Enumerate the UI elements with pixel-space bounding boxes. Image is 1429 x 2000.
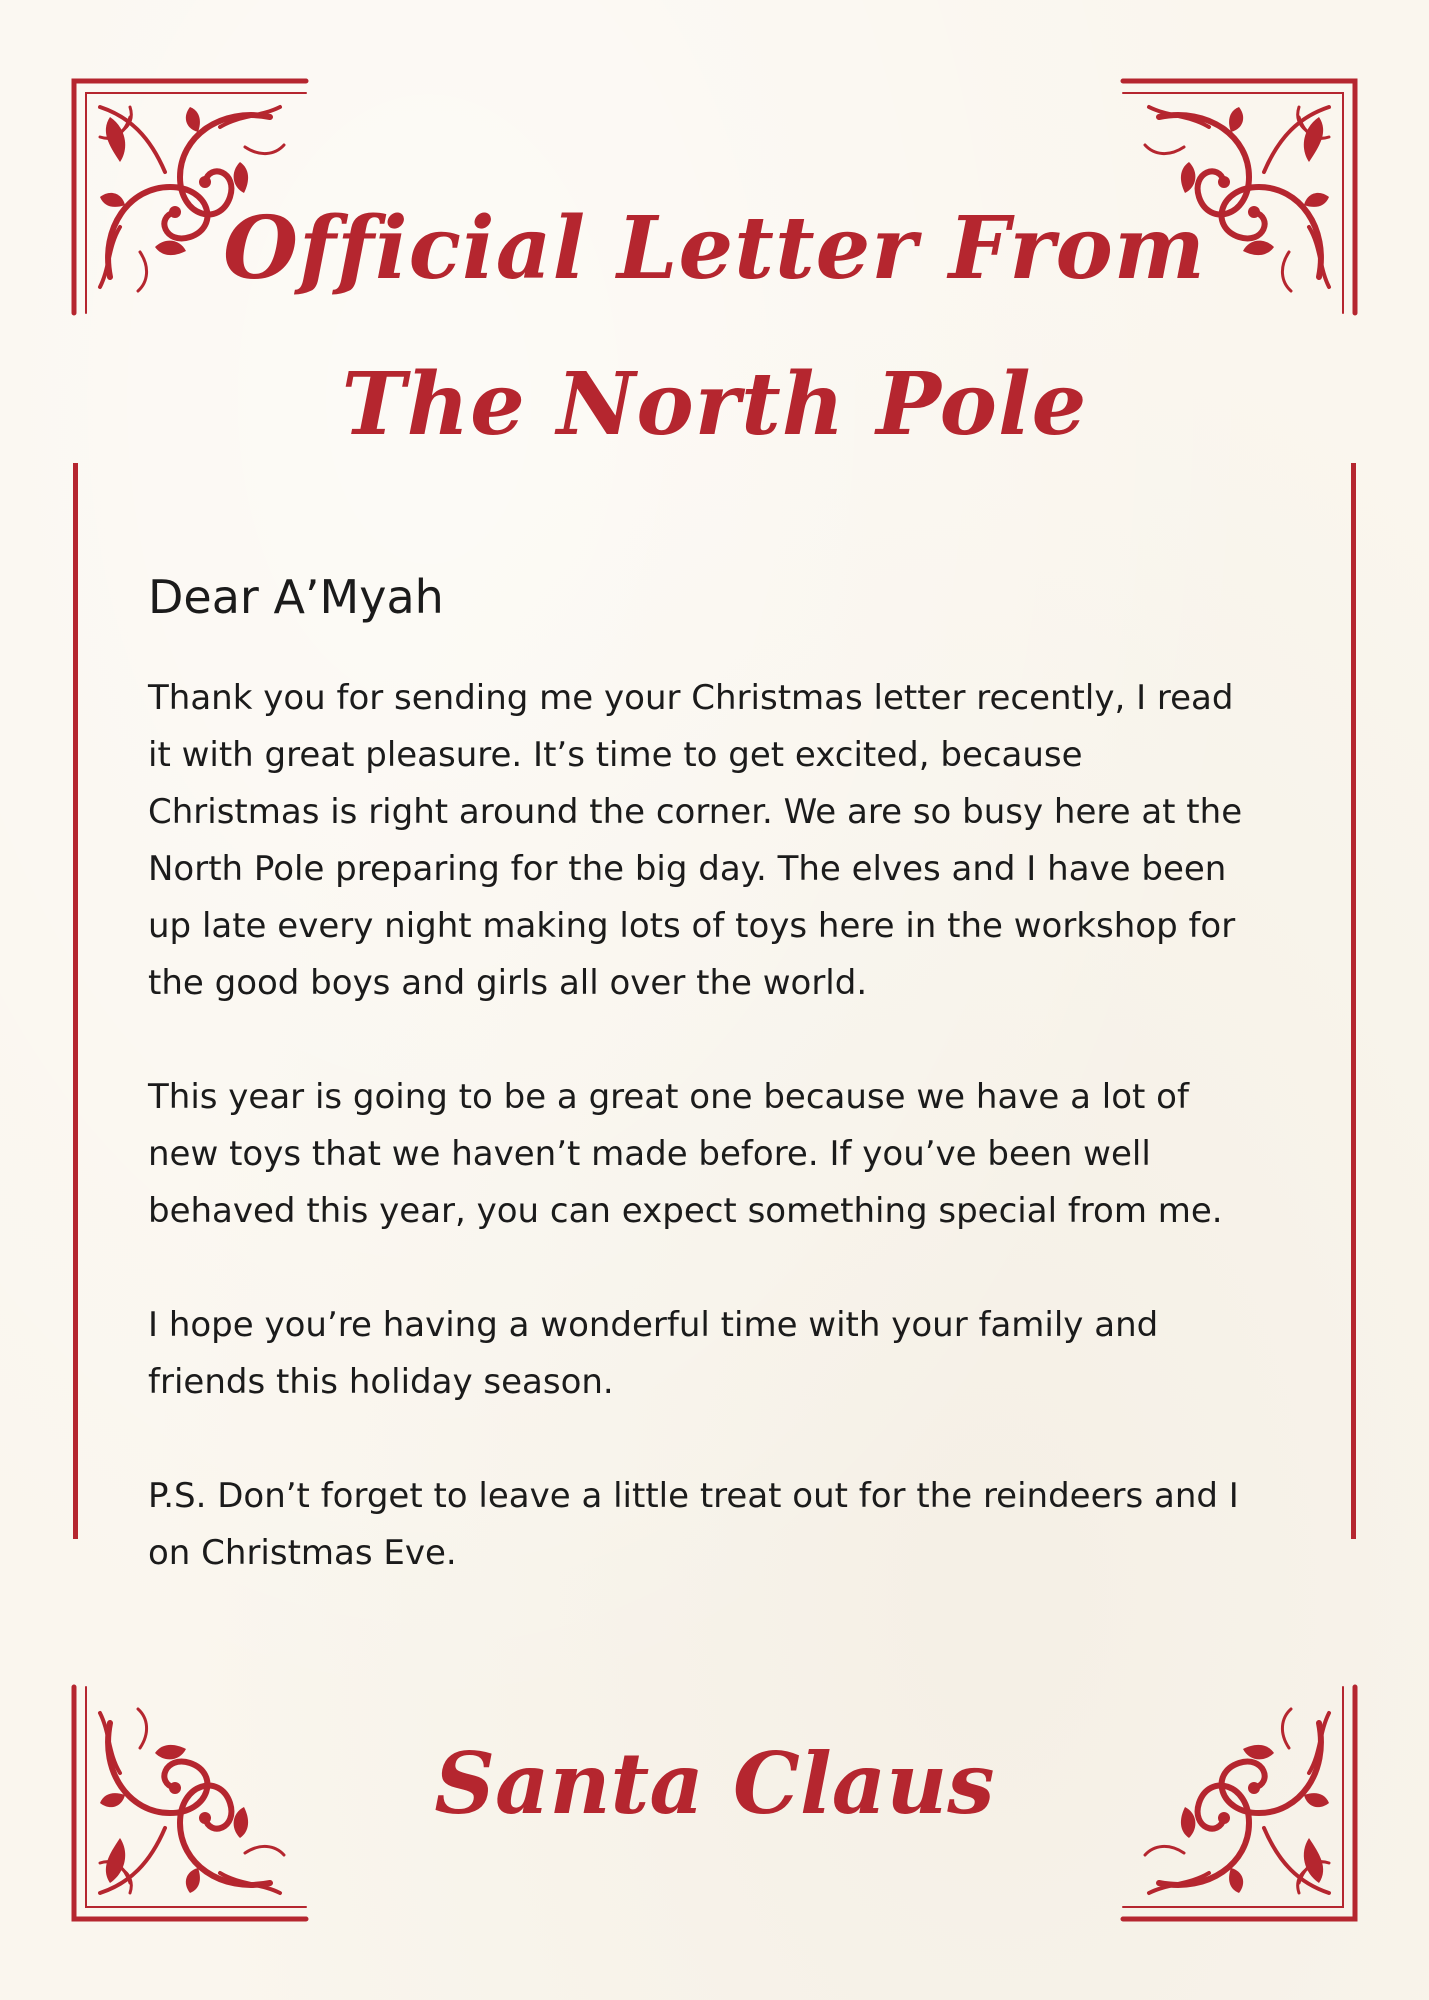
border-line-right xyxy=(1351,463,1356,1539)
paragraph-3: I hope you’re having a wonderful time with your family and friends this holiday season. xyxy=(148,1305,1159,1402)
postscript: P.S. Don’t forget to leave a little treat out for the reindeers and I on Christmas Eve. xyxy=(148,1476,1239,1573)
paragraph-2: This year is going to be a great one because we have a lot of new toys that we haven’t made before. If you’ve been well behaved this year, you can expect something special from me. xyxy=(148,1077,1223,1231)
paragraph-1: Thank you for sending me your Christmas letter recently, I read it with great pleasure. It’s time to get excited, because Christmas is right around the corner. We are so busy here at the North Pole preparing for the big day. The elves and I have been up late every night making lots of toys here in the workshop for the good boys and girls all over the world. xyxy=(148,678,1243,1003)
border-line-left xyxy=(73,463,78,1539)
title-line-2: The North Pole xyxy=(341,354,1088,455)
greeting: Dear A’Myah xyxy=(148,570,444,624)
title-line-1: Official Letter From xyxy=(223,198,1206,299)
letter-body xyxy=(148,568,1258,1582)
signature: Santa Claus xyxy=(434,1734,995,1833)
